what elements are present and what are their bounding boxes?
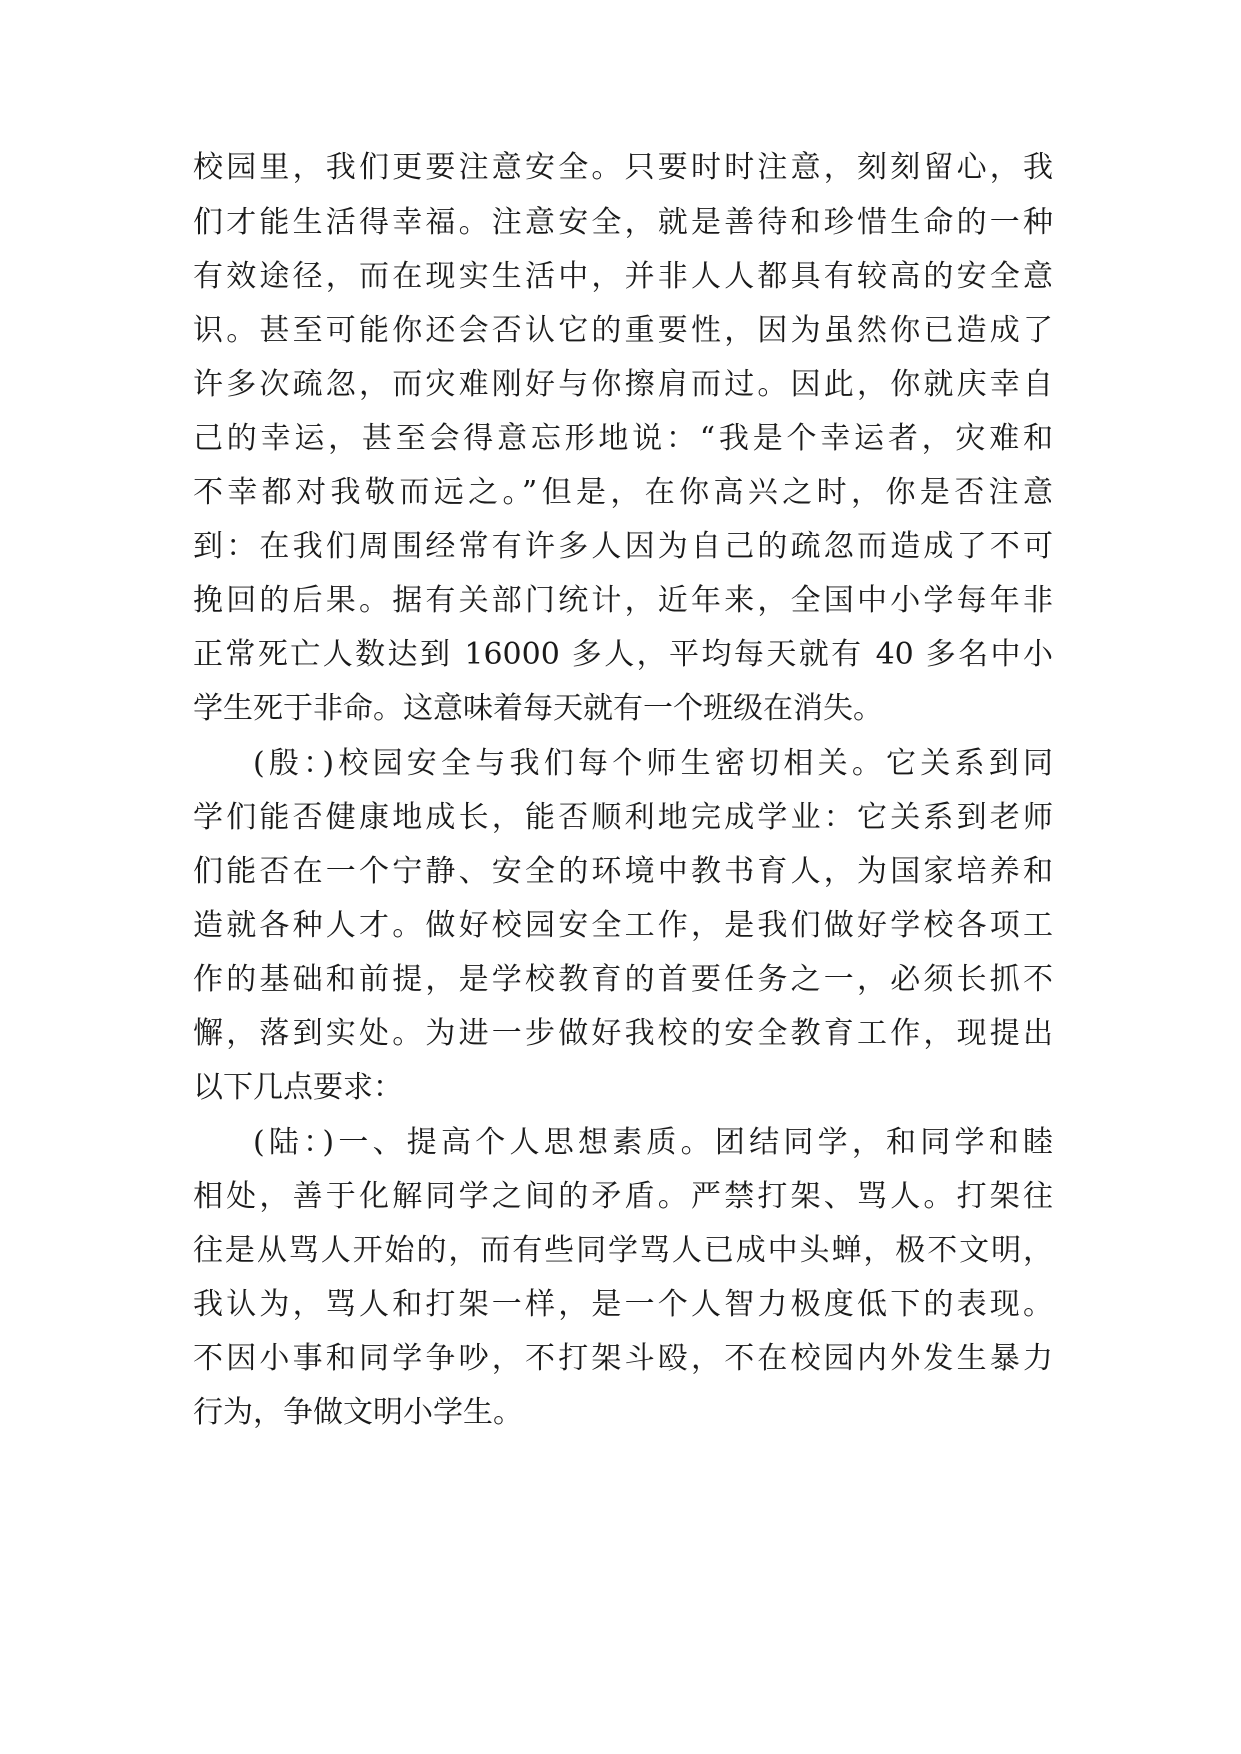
text-line: 以下几点要求：	[193, 1070, 403, 1105]
text-line: (殷：)校园安全与我们每个师生密切相关。它关系到同	[253, 746, 1053, 781]
text-line: 懈，落到实处。为进一步做好我校的安全教育工作，现提出	[193, 1016, 1053, 1051]
text-line: 行为，争做文明小学生。	[193, 1395, 523, 1430]
text-line: (陆：)一、提高个人思想素质。团结同学，和同学和睦	[253, 1125, 1053, 1160]
text-line: 们才能生活得幸福。注意安全，就是善待和珍惜生命的一种	[193, 205, 1053, 240]
text-line: 挽回的后果。据有关部门统计，近年来，全国中小学每年非	[193, 583, 1053, 618]
text-line: 有效途径，而在现实生活中，并非人人都具有较高的安全意	[193, 259, 1053, 294]
text-line: 己的幸运，甚至会得意忘形地说：“我是个幸运者，灾难和	[193, 421, 1053, 456]
text-line: 不因小事和同学争吵，不打架斗殴，不在校园内外发生暴力	[193, 1341, 1053, 1376]
text-line: 作的基础和前提，是学校教育的首要任务之一，必须长抓不	[193, 962, 1053, 997]
text-line: 学们能否健康地成长，能否顺利地完成学业：它关系到老师	[193, 800, 1053, 835]
text-line: 识。甚至可能你还会否认它的重要性，因为虽然你已造成了	[193, 313, 1053, 348]
text-line: 到：在我们周围经常有许多人因为自己的疏忽而造成了不可	[193, 529, 1053, 564]
text-line: 许多次疏忽，而灾难刚好与你擦肩而过。因此，你就庆幸自	[193, 367, 1053, 402]
text-line: 往是从骂人开始的，而有些同学骂人已成中头蝉，极不文明，	[193, 1233, 1053, 1268]
text-line: 我认为，骂人和打架一样，是一个人智力极度低下的表现。	[193, 1287, 1053, 1322]
text-line: 正常死亡人数达到 16000 多人，平均每天就有 40 多名中小	[193, 637, 1053, 672]
text-line: 相处，善于化解同学之间的矛盾。严禁打架、骂人。打架往	[193, 1179, 1053, 1214]
text-line: 不幸都对我敬而远之。”但是，在你高兴之时，你是否注意	[193, 475, 1053, 510]
text-line: 造就各种人才。做好校园安全工作，是我们做好学校各项工	[193, 908, 1053, 943]
text-line: 们能否在一个宁静、安全的环境中教书育人，为国家培养和	[193, 854, 1053, 889]
text-line: 校园里，我们更要注意安全。只要时时注意，刻刻留心，我	[193, 150, 1053, 185]
text-line: 学生死于非命。这意味着每天就有一个班级在消失。	[193, 691, 883, 726]
